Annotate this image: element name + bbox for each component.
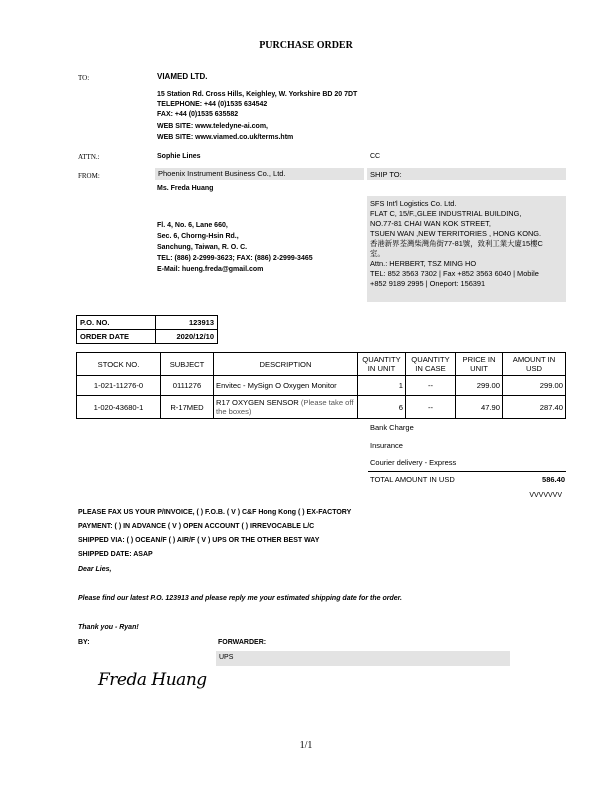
cell-quantity-case: --: [406, 396, 456, 419]
insurance-label: Insurance: [370, 441, 403, 450]
order-date-label: ORDER DATE: [77, 330, 156, 344]
cell-quantity-unit: 6: [358, 396, 406, 419]
po-number-row: [77, 316, 218, 330]
to-label: TO:: [78, 74, 90, 82]
page-title: PURCHASE ORDER: [259, 40, 353, 51]
to-company: VIAMED LTD.: [157, 72, 208, 81]
forwarder-label: FORWARDER:: [218, 639, 267, 646]
invoice-terms: PLEASE FAX US YOUR P/INVOICE, ( ) F.O.B. ( V ) C&F Hong Kong ( ) EX-FACTORY: [78, 509, 352, 516]
description-text: R17 OXYGEN SENSOR: [216, 398, 299, 407]
from-tel-fax: TEL: (886) 2-2999-3623; FAX: (886) 2-2999-3465: [157, 255, 313, 262]
from-address-3: Sanchung, Taiwan, R. O. C.: [157, 244, 248, 251]
courier-label: Courier delivery - Express: [370, 458, 457, 467]
ship-to-line: 室。: [370, 249, 385, 258]
shipped-date: SHIPPED DATE: ASAP: [78, 551, 153, 558]
payment-terms: PAYMENT: ( ) IN ADVANCE ( V ) OPEN ACCOUNT ( ) IRREVOCABLE L/C: [78, 523, 315, 530]
ship-to-label: SHIP TO:: [367, 168, 566, 180]
ship-to-line: TSUEN WAN ,NEW TERRITORIES , HONG KONG.: [370, 229, 542, 238]
cell-price: 47.90: [456, 396, 503, 419]
from-address-1: Fl. 4, No. 6, Lane 660,: [157, 222, 228, 229]
ship-to-line: SFS Int'l Logistics Co. Ltd.: [370, 199, 457, 208]
header-quantity-case: QUANTITY IN CASE: [406, 353, 456, 376]
cell-description: Envitec - MySign O Oxygen Monitor: [214, 376, 358, 396]
ship-to-address-box: [367, 196, 566, 302]
cell-stock-no: 1-021-11276-0: [77, 376, 161, 396]
table-row: [77, 396, 566, 419]
attn-label: ATTN.:: [78, 153, 100, 161]
from-address-2: Sec. 6, Chorng-Hsin Rd.,: [157, 233, 239, 240]
ship-to-line: TEL: 852 3563 7302 | Fax +852 3563 6040 | Mobile: [370, 269, 539, 278]
total-divider: [368, 471, 566, 472]
to-telephone: TELEPHONE: +44 (0)1535 634542: [157, 101, 268, 108]
from-company: Phoenix Instrument Business Co., Ltd.: [155, 168, 364, 180]
po-number-label: P.O. NO.: [77, 316, 156, 330]
check-marks: VVVVVVV: [529, 492, 562, 499]
po-number-value: 123913: [156, 316, 218, 330]
po-info-table: [76, 315, 218, 344]
cell-stock-no: 1-020-43680-1: [77, 396, 161, 419]
header-amount: AMOUNT IN USD: [503, 353, 566, 376]
description-note: (Please take off the boxes): [216, 398, 354, 416]
attn-value: Sophie Lines: [157, 153, 201, 160]
signature: Freda Huang: [98, 670, 207, 690]
cell-quantity-case: --: [406, 376, 456, 396]
table-row: [77, 376, 566, 396]
cell-subject: R-17MED: [161, 396, 214, 419]
header-price: PRICE IN UNIT: [456, 353, 503, 376]
items-header-row: [77, 353, 566, 376]
ship-to-line: NO.77-81 CHAI WAN KOK STREET,: [370, 219, 491, 228]
header-subject: SUBJECT: [161, 353, 214, 376]
shipped-via: SHIPPED VIA: ( ) OCEAN/F ( ) AIR/F ( V ) UPS OR THE OTHER BEST WAY: [78, 537, 320, 544]
to-fax: FAX: +44 (0)1535 635582: [157, 111, 239, 118]
forwarder-value: UPS: [216, 651, 510, 666]
to-website-1: WEB SITE: www.teledyne-ai.com,: [157, 123, 268, 130]
thanks-line: Thank you - Ryan!: [78, 624, 139, 631]
header-description: DESCRIPTION: [214, 353, 358, 376]
total-label: TOTAL AMOUNT IN USD: [370, 475, 455, 484]
by-label: BY:: [78, 639, 90, 646]
ship-to-line: FLAT C, 15/F.,GLEE INDUSTRIAL BUILDING,: [370, 209, 522, 218]
order-date-value: 2020/12/10: [156, 330, 218, 344]
items-table: [76, 352, 566, 419]
cell-subject: 0111276: [161, 376, 214, 396]
header-quantity-unit: QUANTITY IN UNIT: [358, 353, 406, 376]
greeting: Dear Lies,: [78, 566, 112, 573]
letter-body: Please find our latest P.O. 123913 and please reply me your estimated shipping date for the order.: [78, 595, 402, 602]
total-value: 586.40: [542, 475, 565, 484]
order-date-row: [77, 330, 218, 344]
cell-amount: 287.40: [503, 396, 566, 419]
cell-quantity-unit: 1: [358, 376, 406, 396]
header-stock-no: STOCK NO.: [77, 353, 161, 376]
cell-description: [214, 396, 358, 419]
cc-label: CC: [370, 153, 381, 160]
cell-price: 299.00: [456, 376, 503, 396]
to-website-2: WEB SITE: www.viamed.co.uk/terms.htm: [157, 134, 294, 141]
from-label: FROM:: [78, 172, 100, 180]
page-number: 1/1: [299, 740, 313, 751]
ship-to-line: Attn.: HERBERT, TSZ MING HO: [370, 259, 477, 268]
bank-charge-label: Bank Charge: [370, 423, 414, 432]
from-email: E-Mail: hueng.freda@gmail.com: [157, 266, 264, 273]
ship-to-line: +852 9189 2995 | Oneport: 156391: [370, 279, 486, 288]
ship-to-line: 香港新界荃灣柴灣角街77-81號，致利工業大廈15樓C: [370, 239, 543, 248]
from-contact: Ms. Freda Huang: [157, 185, 214, 192]
to-address: 15 Station Rd. Cross Hills, Keighley, W. Yorkshire BD 20 7DT: [157, 91, 358, 98]
cell-amount: 299.00: [503, 376, 566, 396]
